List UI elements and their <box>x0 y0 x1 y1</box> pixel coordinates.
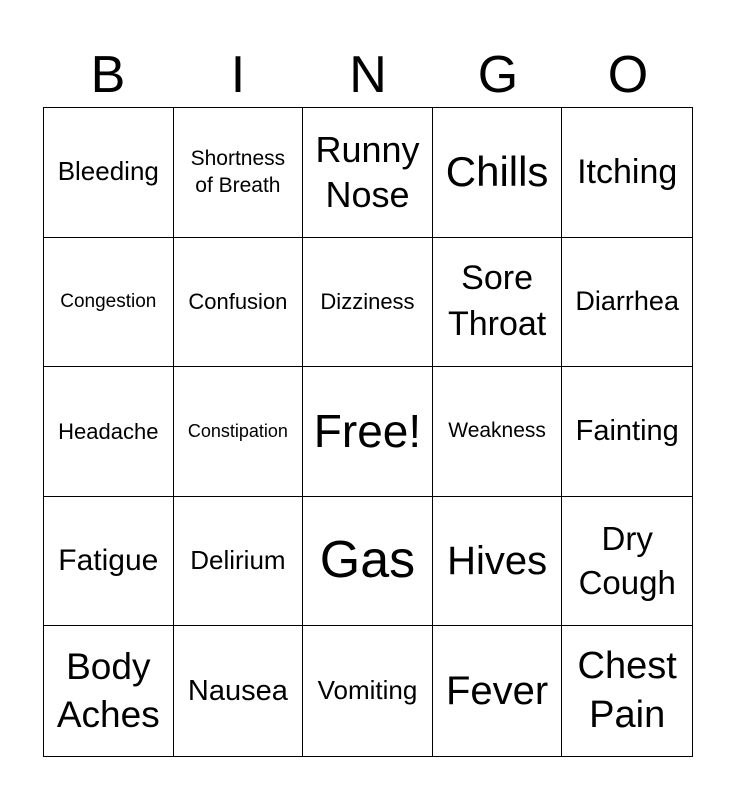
bingo-cell[interactable] <box>433 626 563 756</box>
cell-label: Hives <box>447 539 548 584</box>
cell-label: Shortness of Breath <box>190 147 286 198</box>
bingo-cell[interactable] <box>44 626 174 756</box>
bingo-cell[interactable] <box>303 497 433 627</box>
bingo-cell[interactable] <box>562 238 692 368</box>
cell-label: Fainting <box>575 414 679 447</box>
cell-label: Runny Nose <box>315 129 420 216</box>
bingo-cell[interactable] <box>44 108 174 238</box>
header-letter-b: B <box>90 46 126 104</box>
cell-label: Sore Throat <box>447 259 547 343</box>
bingo-cell[interactable] <box>174 238 304 368</box>
bingo-cell[interactable] <box>303 108 433 238</box>
header-letter-n: N <box>349 46 387 104</box>
bingo-cell[interactable] <box>433 367 563 497</box>
bingo-cell[interactable] <box>433 108 563 238</box>
header-letter-i: I <box>230 46 246 104</box>
cell-label: Chest Pain <box>577 644 677 737</box>
cell-label: Dizziness <box>320 289 415 315</box>
cell-label: Delirium <box>190 545 286 576</box>
bingo-cell[interactable] <box>562 108 692 238</box>
cell-label: Body Aches <box>56 646 160 736</box>
cell-label: Headache <box>58 418 159 444</box>
bingo-cell[interactable] <box>174 108 304 238</box>
cell-label: Diarrhea <box>575 286 679 317</box>
cell-label: Chills <box>445 148 549 196</box>
cell-label: Weakness <box>448 419 546 443</box>
bingo-cell[interactable] <box>174 626 304 756</box>
bingo-cell[interactable] <box>303 626 433 756</box>
bingo-board <box>43 107 693 757</box>
bingo-cell[interactable] <box>44 367 174 497</box>
bingo-cell[interactable] <box>562 626 692 756</box>
free-space[interactable] <box>303 367 433 497</box>
cell-label: Vomiting <box>317 675 418 706</box>
bingo-cell[interactable] <box>562 497 692 627</box>
bingo-cell[interactable] <box>562 367 692 497</box>
bingo-cell[interactable] <box>433 497 563 627</box>
bingo-header <box>43 44 693 106</box>
cell-label: Nausea <box>187 674 288 707</box>
cell-label: Free! <box>313 405 422 458</box>
bingo-cell[interactable] <box>44 497 174 627</box>
bingo-cell[interactable] <box>44 238 174 368</box>
cell-label: Fever <box>445 669 549 714</box>
bingo-cell[interactable] <box>174 497 304 627</box>
cell-label: Bleeding <box>57 156 159 187</box>
cell-label: Constipation <box>187 421 288 442</box>
header-letter-o: O <box>607 46 649 104</box>
header-letter-g: G <box>477 46 519 104</box>
cell-label: Dry Cough <box>578 519 676 602</box>
cell-label: Congestion <box>60 290 157 312</box>
cell-label: Fatigue <box>58 543 159 577</box>
bingo-cell[interactable] <box>303 238 433 368</box>
cell-label: Gas <box>319 531 416 590</box>
cell-label: Itching <box>577 152 678 191</box>
bingo-cell[interactable] <box>433 238 563 368</box>
bingo-cell[interactable] <box>174 367 304 497</box>
cell-label: Confusion <box>188 289 288 315</box>
